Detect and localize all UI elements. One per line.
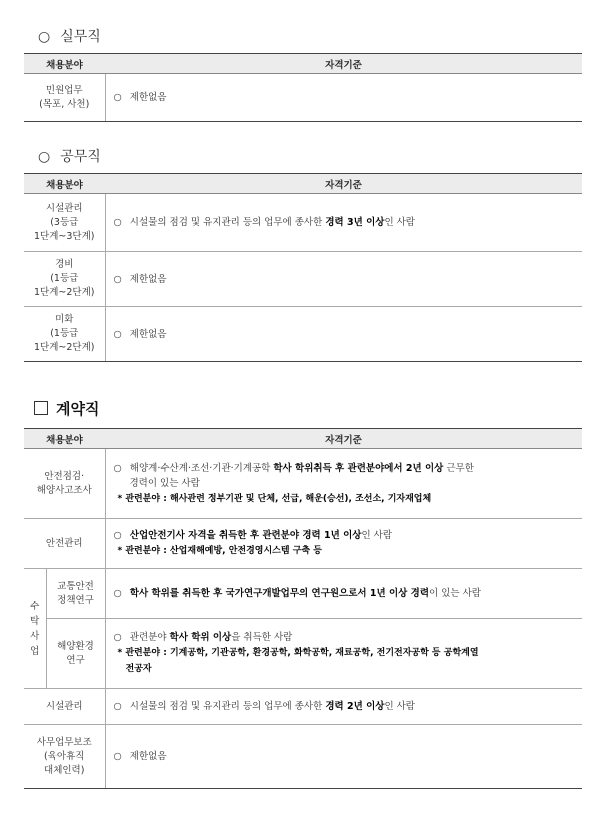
requirement-cell: ○ 시설물의 점검 및 유지관리 등의 업무에 종사한 경력 2년 이상인 사람 [105, 689, 582, 725]
field-cell: 안전관리 [24, 519, 105, 569]
circle-bullet-icon: ○ [113, 273, 122, 285]
requirement-cell: ○ 시설물의 점검 및 유지관리 등의 업무에 종사한 경력 3년 이상인 사람 [105, 194, 582, 252]
circle-bullet-icon: ○ [113, 530, 122, 541]
table-row [24, 449, 582, 519]
circle-bullet-icon: ○ [113, 588, 122, 599]
circle-bullet-icon: ○ [113, 462, 122, 474]
requirement-cell: ○ 제한없음 [105, 74, 582, 122]
field-cell: 민원업무 (목포, 사천) [24, 74, 105, 122]
header-field: 채용분야 [24, 54, 105, 74]
requirement-cell: ○ 제한없음 [105, 307, 582, 362]
circle-bullet-icon: ○ [38, 29, 51, 45]
table-row [24, 74, 582, 122]
requirement-cell: ○ 학사 학위를 취득한 후 국가연구개발업무의 연구원으로서 1년 이상 경력이 있는 사람 [105, 569, 582, 619]
requirement-cell: ○ 산업안전기사 자격을 취득한 후 관련분야 경력 1년 이상인 사람 * 관련분야 : 산업재해예방, 안전경영시스템 구축 등 [105, 519, 582, 569]
related-field-note: * 관련분야 : 기계공학, 기관공학, 환경공학, 화학공학, 재료공학, 전기전자공학 등 공학계열 [117, 648, 479, 658]
square-bullet-icon [34, 401, 48, 415]
table-row [24, 307, 582, 362]
table-header [24, 174, 582, 194]
section-heading-public [38, 146, 101, 166]
field-cell: 안전점검· 해양사고조사 [24, 449, 105, 519]
circle-bullet-icon: ○ [113, 751, 122, 762]
related-field-note: * 관련분야 : 산업재해예방, 안전경영시스템 구축 등 [117, 546, 322, 556]
header-field: 채용분야 [24, 174, 105, 194]
table-row [24, 519, 582, 569]
section-heading-contract [34, 398, 99, 419]
field-cell: 미화 (1등급 1단계~2단계) [24, 307, 105, 362]
public-table [24, 173, 582, 362]
research-group-cell: 수 탁 사 업 [24, 569, 46, 689]
table-row [24, 725, 582, 789]
table-row [24, 252, 582, 307]
table-row [24, 569, 582, 619]
section-title: 공무직 [60, 149, 101, 165]
requirement-cell: ○ 해양계·수산계·조선·기관·기계공학 학사 학위취득 후 관련분야에서 2년 이상 근무한 경력이 있는 사람 * 관련분야 : 해사관련 정부기관 및 단체, 선급, 해운(승선), 조선소, 기자재업체 [105, 449, 582, 519]
contract-table [24, 428, 582, 789]
circle-bullet-icon: ○ [113, 217, 122, 228]
section-heading-practical [38, 26, 101, 46]
header-requirement: 자격기준 [105, 429, 582, 449]
circle-bullet-icon: ○ [113, 92, 122, 103]
requirement-cell: ○ 제한없음 [105, 252, 582, 307]
section-title: 계약직 [56, 400, 100, 418]
circle-bullet-icon: ○ [113, 328, 122, 340]
circle-bullet-icon: ○ [113, 701, 122, 712]
table-row [24, 689, 582, 725]
field-cell: 교통안전 정책연구 [46, 569, 105, 619]
field-cell: 시설관리 [24, 689, 105, 725]
table-row [24, 619, 582, 689]
related-field-note: * 관련분야 : 해사관련 정부기관 및 단체, 선급, 해운(승선), 조선소, 기자재업체 [117, 493, 432, 504]
header-requirement: 자격기준 [105, 174, 582, 194]
table-header [24, 429, 582, 449]
field-cell: 경비 (1등급 1단계~2단계) [24, 252, 105, 307]
circle-bullet-icon: ○ [113, 632, 122, 643]
table-header [24, 54, 582, 74]
field-cell: 시설관리 (3등급 1단계~3단계) [24, 194, 105, 252]
practical-table [24, 53, 582, 122]
circle-bullet-icon: ○ [38, 149, 51, 165]
field-cell: 해양환경 연구 [46, 619, 105, 689]
header-requirement: 자격기준 [105, 54, 582, 74]
header-field: 채용분야 [24, 429, 105, 449]
field-cell: 사무업무보조 (육아휴직 대체인력) [24, 725, 105, 789]
requirement-cell: ○ 관련분야 학사 학위 이상을 취득한 사람 * 관련분야 : 기계공학, 기관공학, 환경공학, 화학공학, 재료공학, 전기전자공학 등 공학계열 전공자 [105, 619, 582, 689]
table-row [24, 194, 582, 252]
section-title: 실무직 [60, 29, 101, 45]
requirement-cell: ○ 제한없음 [105, 725, 582, 789]
